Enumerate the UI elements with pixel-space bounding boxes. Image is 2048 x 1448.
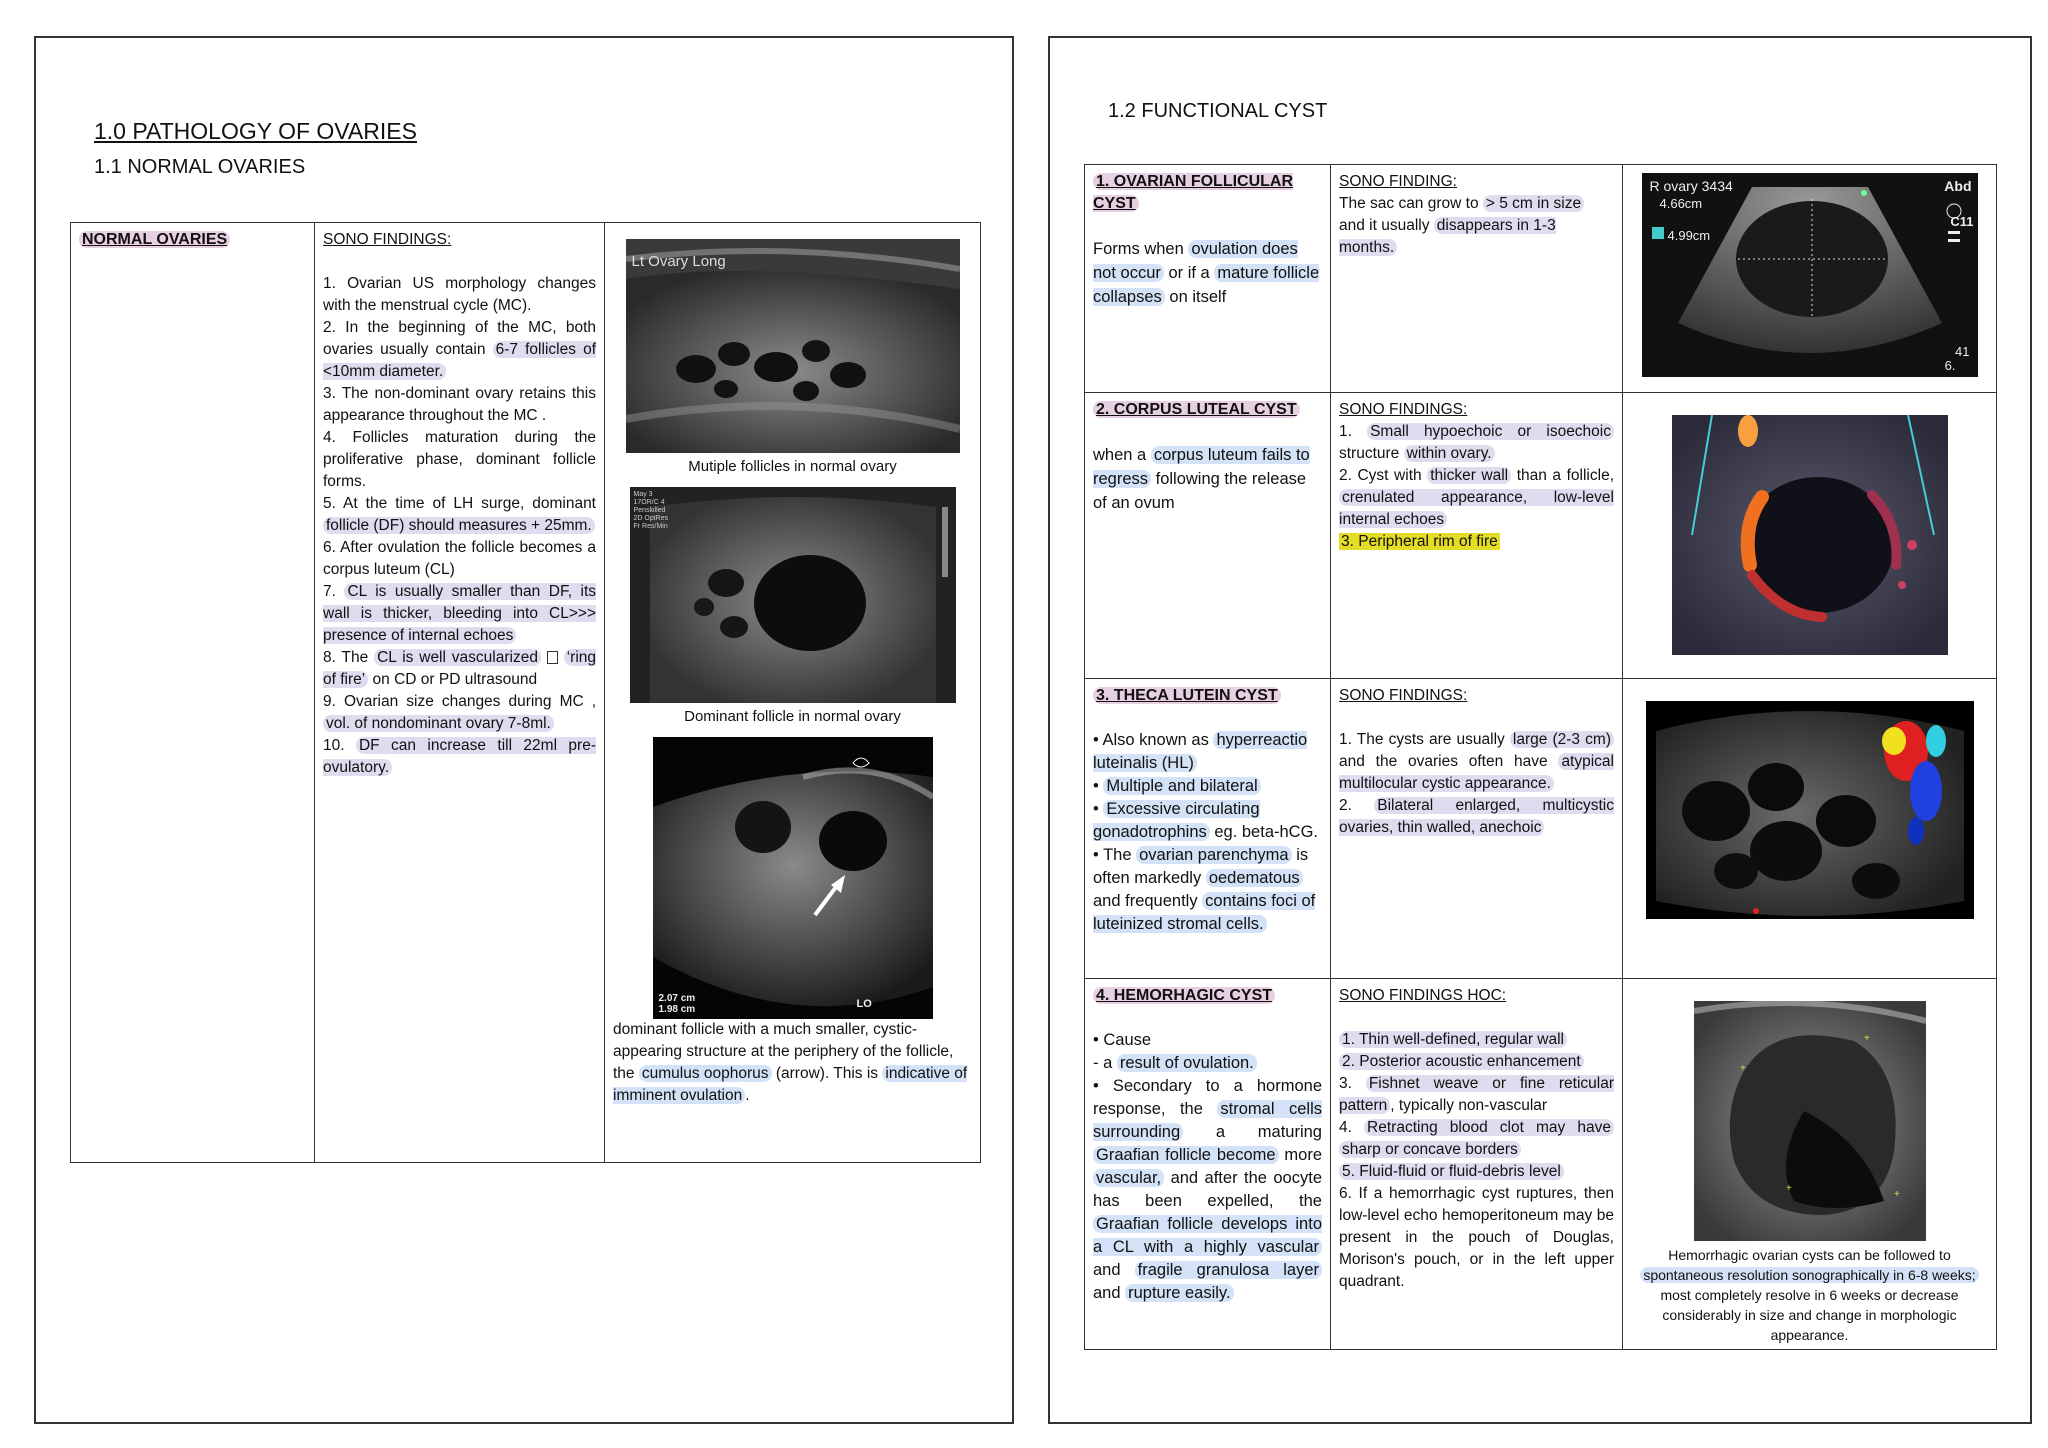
desc-highlight: fragile granulosa layer <box>1135 1261 1322 1279</box>
findings-cell <box>315 223 605 1163</box>
ultrasound-image-dominant-follicle <box>630 487 956 703</box>
image-overlay-text: Abd <box>1944 178 1972 194</box>
finding-2: 2. In the beginning of the MC, both ovaries usually contain <box>323 319 596 358</box>
table-row <box>1085 393 1997 679</box>
finding-6: 6. After ovulation the follicle becomes a corpus luteum (CL) <box>323 539 596 578</box>
finding-text: 4. <box>1339 1119 1352 1136</box>
desc-text: • Secondary to a hormone response, the <box>1093 1077 1322 1118</box>
caption-text: most completely resolve in 6 weeks or decrease considerably in size and change in morphologic appearance. <box>1660 1287 1959 1343</box>
caption-highlight: spontaneous resolution sonographically in 6-8 weeks; <box>1640 1267 1978 1283</box>
findings-cell <box>1331 393 1623 679</box>
finding-yellow-highlight: 3. Peripheral rim of fire <box>1341 533 1498 550</box>
finding-highlight: > 5 cm in size <box>1483 195 1584 212</box>
desc-highlight: oedematous <box>1206 869 1303 887</box>
finding-8: 8. The <box>323 649 369 666</box>
desc-highlight: Multiple and bilateral <box>1103 777 1260 795</box>
desc-text: following the release of an ovum <box>1093 470 1307 512</box>
finding-text: and it usually <box>1339 217 1430 234</box>
finding-2-highlight: 6-7 follicles of <10mm diameter. <box>323 341 597 380</box>
finding-text: than a follicle, <box>1516 467 1614 484</box>
finding-text: 2. <box>1339 797 1352 814</box>
normal-ovaries-table <box>70 222 981 1163</box>
finding-10-highlight: DF can increase till 22ml pre-ovulatory. <box>323 737 596 776</box>
finding-8-ring: ‘ring of fire’ <box>323 649 597 688</box>
finding-8-end: on CD or PD ultrasound <box>372 671 538 688</box>
image-overlay-text: R ovary 3434 <box>1649 178 1733 194</box>
finding-text: structure <box>1339 445 1400 462</box>
finding-highlight: sharp or concave borders <box>1339 1141 1521 1158</box>
svg-text:+: + <box>1739 1063 1746 1074</box>
finding-text: 3. <box>1339 1075 1352 1092</box>
desc-text: • The <box>1093 846 1132 864</box>
doppler-image-theca-lutein-cyst <box>1646 701 1974 919</box>
cyst-label: 4. HEMORHAGIC CYST <box>1093 987 1275 1004</box>
finding-text: 1. <box>1339 423 1352 440</box>
ultrasound-image-hemorrhagic-cyst <box>1694 1001 1926 1241</box>
finding-9: 9. Ovarian size changes during MC , <box>323 693 596 710</box>
desc-text: and <box>1093 1284 1121 1302</box>
findings-title: SONO FINDINGS: <box>1339 687 1468 704</box>
left-page <box>34 36 1014 1424</box>
cyst-description <box>1093 443 1322 515</box>
cyst-description <box>1093 237 1322 309</box>
findings-title: SONO FINDINGS: <box>323 231 452 248</box>
cyst-label: 1. OVARIAN FOLLICULAR CYST <box>1093 173 1294 212</box>
findings-cell <box>1331 979 1623 1350</box>
images-cell <box>605 223 981 1163</box>
right-page <box>1048 36 2032 1424</box>
finding-10: 10. <box>323 737 345 754</box>
section-heading: 1.1 NORMAL OVARIES <box>94 156 306 178</box>
finding-7-highlight: CL is usually smaller than DF, its wall is thicker, bleeding into CL>>> presence of internal echoes <box>323 583 597 644</box>
svg-text:+: + <box>1785 1183 1792 1194</box>
page-heading: 1.0 PATHOLOGY OF OVARIES <box>94 118 417 144</box>
image-cell <box>1623 393 1997 679</box>
finding-highlight: 5. Fluid-fluid or fluid-debris level <box>1339 1163 1564 1180</box>
desc-text: • Also known as <box>1093 731 1209 749</box>
finding-4: 4. Follicles maturation during the proliferative phase, dominant follicle forms. <box>323 429 596 490</box>
desc-text: and after the oocyte has been expelled, the <box>1093 1169 1322 1210</box>
finding-highlight: large (2-3 cm) <box>1510 731 1614 748</box>
ultrasound-image-cumulus-oophorus <box>653 737 933 1019</box>
finding-highlight: 1. Thin well-defined, regular wall <box>1339 1031 1567 1048</box>
cyst-label: 3. THECA LUTEIN CYST <box>1093 687 1281 704</box>
finding-8-highlight: CL is well vascularized <box>374 649 541 666</box>
desc-highlight: mature follicle collapses <box>1093 264 1320 306</box>
finding-highlight: Retracting blood clot may have <box>1364 1119 1614 1136</box>
desc-highlight: corpus luteum fails to regress <box>1093 446 1310 488</box>
desc-text: eg. beta-hCG. <box>1214 823 1318 841</box>
image-overlay-text: May 3 17OR/C 4 Penskilled 2D OptRes Fr Res/Min <box>633 491 669 530</box>
finding-text: 2. Cyst with <box>1339 467 1422 484</box>
findings-cell <box>1331 679 1623 979</box>
finding-highlight: Fishnet weave or fine reticular pattern <box>1339 1075 1614 1114</box>
desc-highlight: Graafian follicle become <box>1093 1146 1279 1164</box>
findings-title: SONO FINDING: <box>1339 173 1457 190</box>
image-cell <box>1623 979 1997 1350</box>
finding-text: The sac can grow to <box>1339 195 1479 212</box>
finding-highlight: 2. Posterior acoustic enhancement <box>1339 1053 1584 1070</box>
desc-highlight: vascular, <box>1093 1169 1164 1187</box>
desc-highlight: rupture easily. <box>1125 1284 1233 1302</box>
finding-3: 3. The non-dominant ovary retains this appearance throughout the MC . <box>323 385 596 424</box>
desc-text: is often markedly <box>1093 846 1309 887</box>
caption-text: (arrow). This is <box>775 1065 879 1082</box>
finding-text: , typically non-vascular <box>1390 1097 1548 1114</box>
caption-hemorrhagic-cyst <box>1637 1245 1982 1345</box>
finding-1: 1. Ovarian US morphology changes with the menstrual cycle (MC). <box>323 275 596 314</box>
desc-text: • Cause <box>1093 1031 1152 1049</box>
finding-highlight: crenulated appearance, low-level internal echoes <box>1339 489 1614 528</box>
desc-text: and <box>1093 1261 1121 1279</box>
caption-text: Hemorrhagic ovarian cysts can be followed to <box>1668 1247 1951 1263</box>
finding-highlight: thicker wall <box>1427 467 1511 484</box>
image-overlay-text: C11 <box>1950 214 1974 229</box>
finding-highlight: within ovary. <box>1404 445 1495 462</box>
finding-text: 6. If a hemorrhagic cyst ruptures, then low-level echo hemoperitoneum may be present in the pouch of Douglas, Morison's pouch, or in the left upper quadrant. <box>1339 1185 1614 1290</box>
table-row <box>1085 679 1997 979</box>
functional-cyst-table <box>1084 164 1997 1350</box>
desc-text: Forms when <box>1093 240 1184 258</box>
desc-highlight: result of ovulation. <box>1117 1054 1257 1072</box>
missing-glyph-icon <box>547 651 558 664</box>
finding-text: and the ovaries often have <box>1339 753 1548 770</box>
image-overlay-text: 41 <box>1955 344 1970 359</box>
label-cell <box>1085 679 1331 979</box>
finding-highlight: disappears in 1-3 months. <box>1339 217 1556 256</box>
doppler-image-corpus-luteal-cyst <box>1672 415 1948 655</box>
page-heading: 1.2 FUNCTIONAL CYST <box>1108 100 1328 122</box>
desc-highlight: hyperreactio luteinalis (HL) <box>1093 731 1308 772</box>
desc-highlight: contains foci of luteinized stromal cells. <box>1093 892 1316 933</box>
desc-text: when a <box>1093 446 1147 464</box>
image-cell <box>1623 165 1997 393</box>
finding-text: 1. The cysts are usually <box>1339 731 1505 748</box>
desc-text: on itself <box>1169 288 1227 306</box>
table-row <box>1085 165 1997 393</box>
finding-5-highlight: follicle (DF) should measures + 25mm. <box>323 517 595 534</box>
desc-highlight: ovulation does not occur <box>1093 240 1298 282</box>
caption-text: . <box>745 1087 750 1104</box>
image-cell <box>1623 679 1997 979</box>
image-measurement-text: 4.99cm <box>1667 228 1711 243</box>
desc-text: or if a <box>1168 264 1210 282</box>
image-measurement-text: 4.66cm <box>1659 196 1703 211</box>
desc-text: and frequently <box>1093 892 1198 910</box>
caption-highlight: indicative of imminent ovulation <box>613 1065 968 1104</box>
desc-text: more <box>1284 1146 1322 1164</box>
caption-text: dominant follicle with a much smaller, cystic-appearing structure at the periphery of the follicle, the <box>613 1021 954 1082</box>
desc-highlight: ovarian parenchyma <box>1136 846 1292 864</box>
caption-multiple-follicles: Mutiple follicles in normal ovary <box>688 458 897 475</box>
label-cell <box>1085 979 1331 1350</box>
cyst-description <box>1093 1029 1322 1305</box>
caption-highlight: cumulus oophorus <box>639 1065 772 1082</box>
findings-cell <box>1331 165 1623 393</box>
label-cell <box>1085 393 1331 679</box>
finding-highlight: Bilateral enlarged, multicystic ovaries, thin walled, anechoic <box>1339 797 1614 836</box>
normal-ovaries-label: NORMAL OVARIES <box>79 231 230 248</box>
svg-text:+: + <box>1863 1033 1870 1044</box>
ultrasound-image-multiple-follicles <box>626 239 960 453</box>
image-tag-text: LO <box>856 998 872 1010</box>
desc-text: a maturing <box>1215 1123 1322 1141</box>
caption-cumulus-oophorus <box>613 1019 972 1107</box>
table-row <box>1085 979 1997 1350</box>
svg-text:+: + <box>1893 1189 1900 1200</box>
findings-title: SONO FINDINGS HOC: <box>1339 987 1507 1004</box>
desc-highlight: stromal cells surrounding <box>1093 1100 1323 1141</box>
cyst-description: • Also known as hyperreactio luteinalis (HL) • Multiple and bilateral • Excessive circulating gonadotrophins eg. beta-hCG. • The ovarian parenchyma is often markedly oedematous and frequently contains foci of luteinized stromal cells. <box>1093 731 1318 933</box>
finding-highlight: Small hypoechoic or isoechoic <box>1367 423 1614 440</box>
label-cell <box>1085 165 1331 393</box>
image-overlay-text: 6. <box>1944 358 1956 373</box>
label-cell <box>71 223 315 1163</box>
desc-highlight: Graafian follicle develops into a CL with a highly vascular <box>1093 1215 1322 1256</box>
image-measurement-text: 2.07 cm 1.98 cm <box>658 993 696 1015</box>
findings-title: SONO FINDINGS: <box>1339 401 1468 418</box>
finding-5: 5. At the time of LH surge, dominant <box>323 495 596 512</box>
image-overlay-text: Lt Ovary Long <box>631 253 726 270</box>
finding-highlight: atypical multilocular cystic appearance. <box>1339 753 1614 792</box>
finding-7: 7. <box>323 583 336 600</box>
ultrasound-image-follicular-cyst <box>1642 173 1978 377</box>
desc-highlight: Excessive circulating gonadotrophins <box>1093 800 1260 841</box>
desc-text: - a <box>1093 1054 1113 1072</box>
finding-9-highlight: vol. of nondominant ovary 7-8ml. <box>323 715 554 732</box>
caption-dominant-follicle: Dominant follicle in normal ovary <box>684 708 901 725</box>
cyst-label: 2. CORPUS LUTEAL CYST <box>1093 401 1300 418</box>
